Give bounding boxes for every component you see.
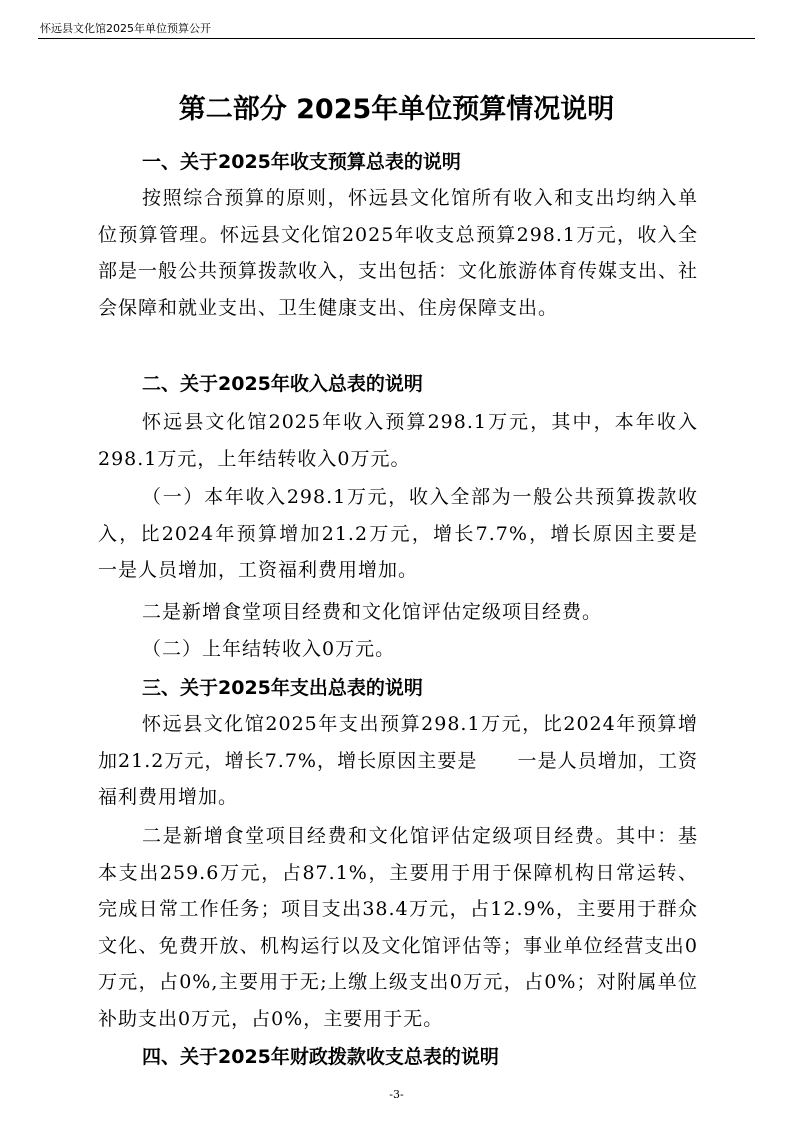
section-heading: 一、关于2025年收支预算总表的说明 (142, 151, 461, 173)
section-heading: 二、关于2025年收入总表的说明 (142, 373, 423, 395)
paragraph: （二）上年结转收入0万元。 (142, 638, 396, 660)
paragraph: 按照综合预算的原则，怀远县文化馆所有收入和支出均纳入单位预算管理。怀远县文化馆2025年收支总预算298.1万元，收入全部是一般公共预算拨款收入，支出包括：文化旅游体育传媒支出、社会保障和就业支出、卫生健康支出、住房保障支出。 (98, 187, 699, 319)
header-divider (38, 38, 755, 39)
running-header: 怀远县文化馆2025年单位预算公开 (40, 22, 211, 35)
section-heading: 三、关于2025年支出总表的说明 (142, 677, 423, 699)
paragraph: 二是新增食堂项目经费和文化馆评估定级项目经费。其中：基本支出259.6万元，占87.1%，主要用于用于保障机构日常运转、完成日常工作任务；项目支出38.4万元，占12.9%，主要用于群众文化、免费开放、机构运行以及文化馆评估等；事业单位经营支出0万元，占0%,主要用于无;上缴上级支出0万元，占0%；对附属单位补助支出0万元，占0%，主要用于无。 (98, 825, 698, 1030)
paragraph: （一）本年收入298.1万元，收入全部为一般公共预算拨款收入，比2024年预算增加21.2万元，增长7.7%，增长原因主要是 一是人员增加，工资福利费用增加。 (98, 486, 739, 581)
section-heading: 四、关于2025年财政拨款收支总表的说明 (142, 1046, 499, 1068)
page-number: -3- (389, 1088, 404, 1101)
page-title: 第二部分 2025年单位预算情况说明 (178, 94, 615, 125)
paragraph: 怀远县文化馆2025年支出预算298.1万元，比2024年预算增加21.2万元，增长7.7%，增长原因主要是 一是人员增加，工资福利费用增加。 (98, 713, 698, 808)
paragraph: 二是新增食堂项目经费和文化馆评估定级项目经费。 (142, 601, 603, 623)
paragraph: 怀远县文化馆2025年收入预算298.1万元，其中，本年收入298.1万元，上年结转收入0万元。 (98, 411, 698, 470)
